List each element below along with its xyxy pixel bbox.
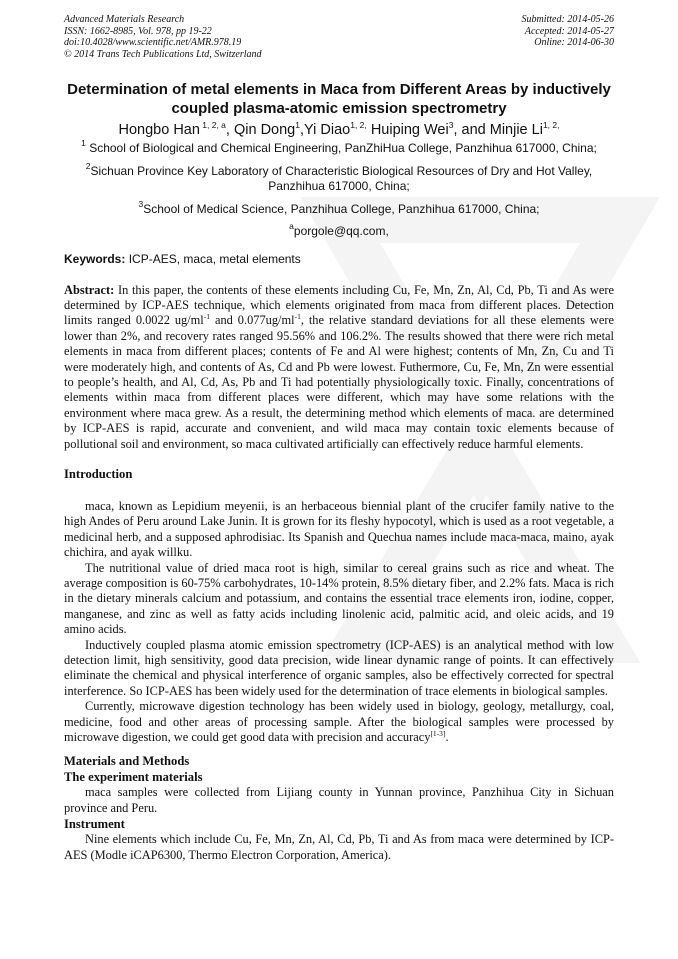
introduction-heading: Introduction [64,466,133,481]
affiliation-mark: 3 [138,198,144,209]
online-date: Online: 2014-06-30 [534,37,614,48]
abstract-text: , the relative standard deviations for all these elements were lower than 2%, and recovery rates ranged 95.56% and 106.2%. The results showed that there were rich metal elements in maca from different places; contents of Fe and Al were highest; contents of Mn, Zn, Cu and Ti were moderately high, and contents of As, Cd and Pb were lowest. Futhermore, Cu, Fe, Mn, Zn were essential to people’s health, and Al, Cd, As, Pb and Ti had potentially physiologically toxic. Finally, concentrations of elements within maca from different places were different, which may have some relations with the environment where maca grew. As a result, the determining method which elements of maca. are determined by ICP-AES is rapid, accurate and convenient, and wild maca may contain toxic elements because of pollutional soil and environment, so maca cultivated artificially can effectively reduce harmful elements. [64,313,614,451]
affiliation-2 [64,160,614,195]
instrument-subheading: Instrument [64,817,125,832]
instrument-paragraph: Nine elements which include Cu, Fe, Mn, Zn, Al, Cd, Pb, Ti and As from maca were determined by ICP-AES (Modle iCAP6300, Thermo Electron Corporation, America). [64,832,614,862]
journal-copyright: © 2014 Trans Tech Publications Ltd, Switzerland [64,48,262,60]
journal-doi: doi:10.4028/www.scientific.net/AMR.978.19 [64,37,242,48]
affiliation-3 [64,198,614,218]
affiliation-text: School of Medical Science, Panzhihua College, Panzhihua 617000, China; [143,201,540,216]
submitted-date: Submitted: 2014-05-26 [521,14,614,25]
affiliation-mark: 2 [85,160,91,171]
keywords-text: ICP-AES, maca, metal elements [125,251,301,266]
author-list [64,121,614,139]
unit-exponent: -1 [294,312,301,322]
keywords [64,252,614,267]
materials-subheading: The experiment materials [64,770,203,785]
journal-issn: ISSN: 1662-8985, Vol. 978, pp 19-22 [64,25,212,37]
author-affiliation-marks: 1, 2, a [199,120,226,130]
author-name: Hongbo Han [118,122,200,138]
intro-paragraph-3: Inductively coupled plasma atomic emission spectrometry (ICP-AES) is an analytical method with low detection limit, high sensitivity, good data precision, wide linear dynamic range of points. It can effectively eliminate the chemical and physical interference of organic samples, also be effectively corrected for spectral interference. So ICP-AES has been widely used for the determination of trace elements in biological samples. [64,637,614,698]
abstract-text: and 0.077ug/ml [210,313,295,328]
email-text: porgole@qq.com, [293,224,389,238]
accepted-date: Accepted: 2014-05-27 [524,25,614,37]
paper-body [64,80,614,863]
journal-info [64,14,262,60]
affiliation-text: Sichuan Province Key Laboratory of Characteristic Biological Resources of Dry and Hot Valley, Panzhihua 617000, China; [90,163,593,193]
corresponding-email [64,221,614,240]
keywords-label: Keywords: [64,251,126,266]
author-name: Yi Diao [304,122,351,138]
author-name: Minjie Li [489,122,543,138]
affiliation-mark: 1 [81,138,86,148]
author-separator: , and [453,122,490,138]
author-separator: , [299,122,305,138]
methods-heading: Materials and Methods [64,754,190,769]
citation-ref: [1-3] [430,729,446,739]
affiliation-text: School of Biological and Chemical Engineering, PanZhiHua College, Panzhihua 617000, China; [85,141,597,155]
intro-paragraph-1: maca, known as Lepidium meyenii, is an herbaceous biennial plant of the crucifer family native to the high Andes of Peru around Lake Junin. It is grown for its fleshy hypocotyl, which is used as a root vegetable, a medicinal herb, and a supposed aphrodisiac. Its Spanish and Quechua names include maca-maca, maino, ayak chichira, and ayak willku. [64,498,614,560]
abstract [64,283,614,452]
intro-paragraph-2: The nutritional value of dried maca root is high, similar to cereal grains such as rice and wheat. The average composition is 60-75% carbohydrates, 10-14% protein, 8.5% dietary fiber, and 2.2% fats. Maca is rich in the dietary minerals calcium and potassium, and contains the essential trace elements iron, iodine, copper, manganese, and zinc as well as fatty acids including linolenic acid, palmitic acid, and oleic acids, and 19 amino acids. [64,560,614,637]
email-mark: a [289,221,294,231]
affiliation-1 [64,138,614,157]
paragraph-text: Currently, microwave digestion technology has been widely used in biology, geology, metallurgy, coal, medicine, food and other areas of processing sample. After the biological samples were processed by microwave digestion, we could get good data with precision and accuracy [64,699,614,745]
journal-name: Advanced Materials Research [64,14,185,25]
intro-paragraph-4 [64,699,614,745]
author-separator: , [225,122,234,138]
author-name: Huiping Wei [370,122,449,138]
abstract-label: Abstract: [64,282,115,297]
author-affiliation-marks: 3 [448,120,454,130]
materials-paragraph: maca samples were collected from Lijiang county in Yunnan province, Panzhihua City in Sichuan province and Peru. [64,785,614,815]
unit-exponent: -1 [203,312,210,322]
author-affiliation-marks: 1, 2, [350,120,367,130]
paper-title: Determination of metal elements in Maca from Different Areas by inductively coupled plasma-atomic emission spectrometry [67,81,611,117]
abstract-text: In this paper, the contents of these elements including Cu, Fe, Mn, Zn, Al, Cd, Pb, Ti and As were determined by ICP-AES technique, which elements originated from maca from different places. Detection limits ranged 0.0022 ug/ml [64,282,614,328]
author-affiliation-marks: 1, 2, [542,120,560,130]
paragraph-end: . [445,730,449,745]
submission-dates [522,14,615,49]
author-affiliation-marks: 1 [295,120,300,130]
author-name: Qin Dong [233,122,296,138]
